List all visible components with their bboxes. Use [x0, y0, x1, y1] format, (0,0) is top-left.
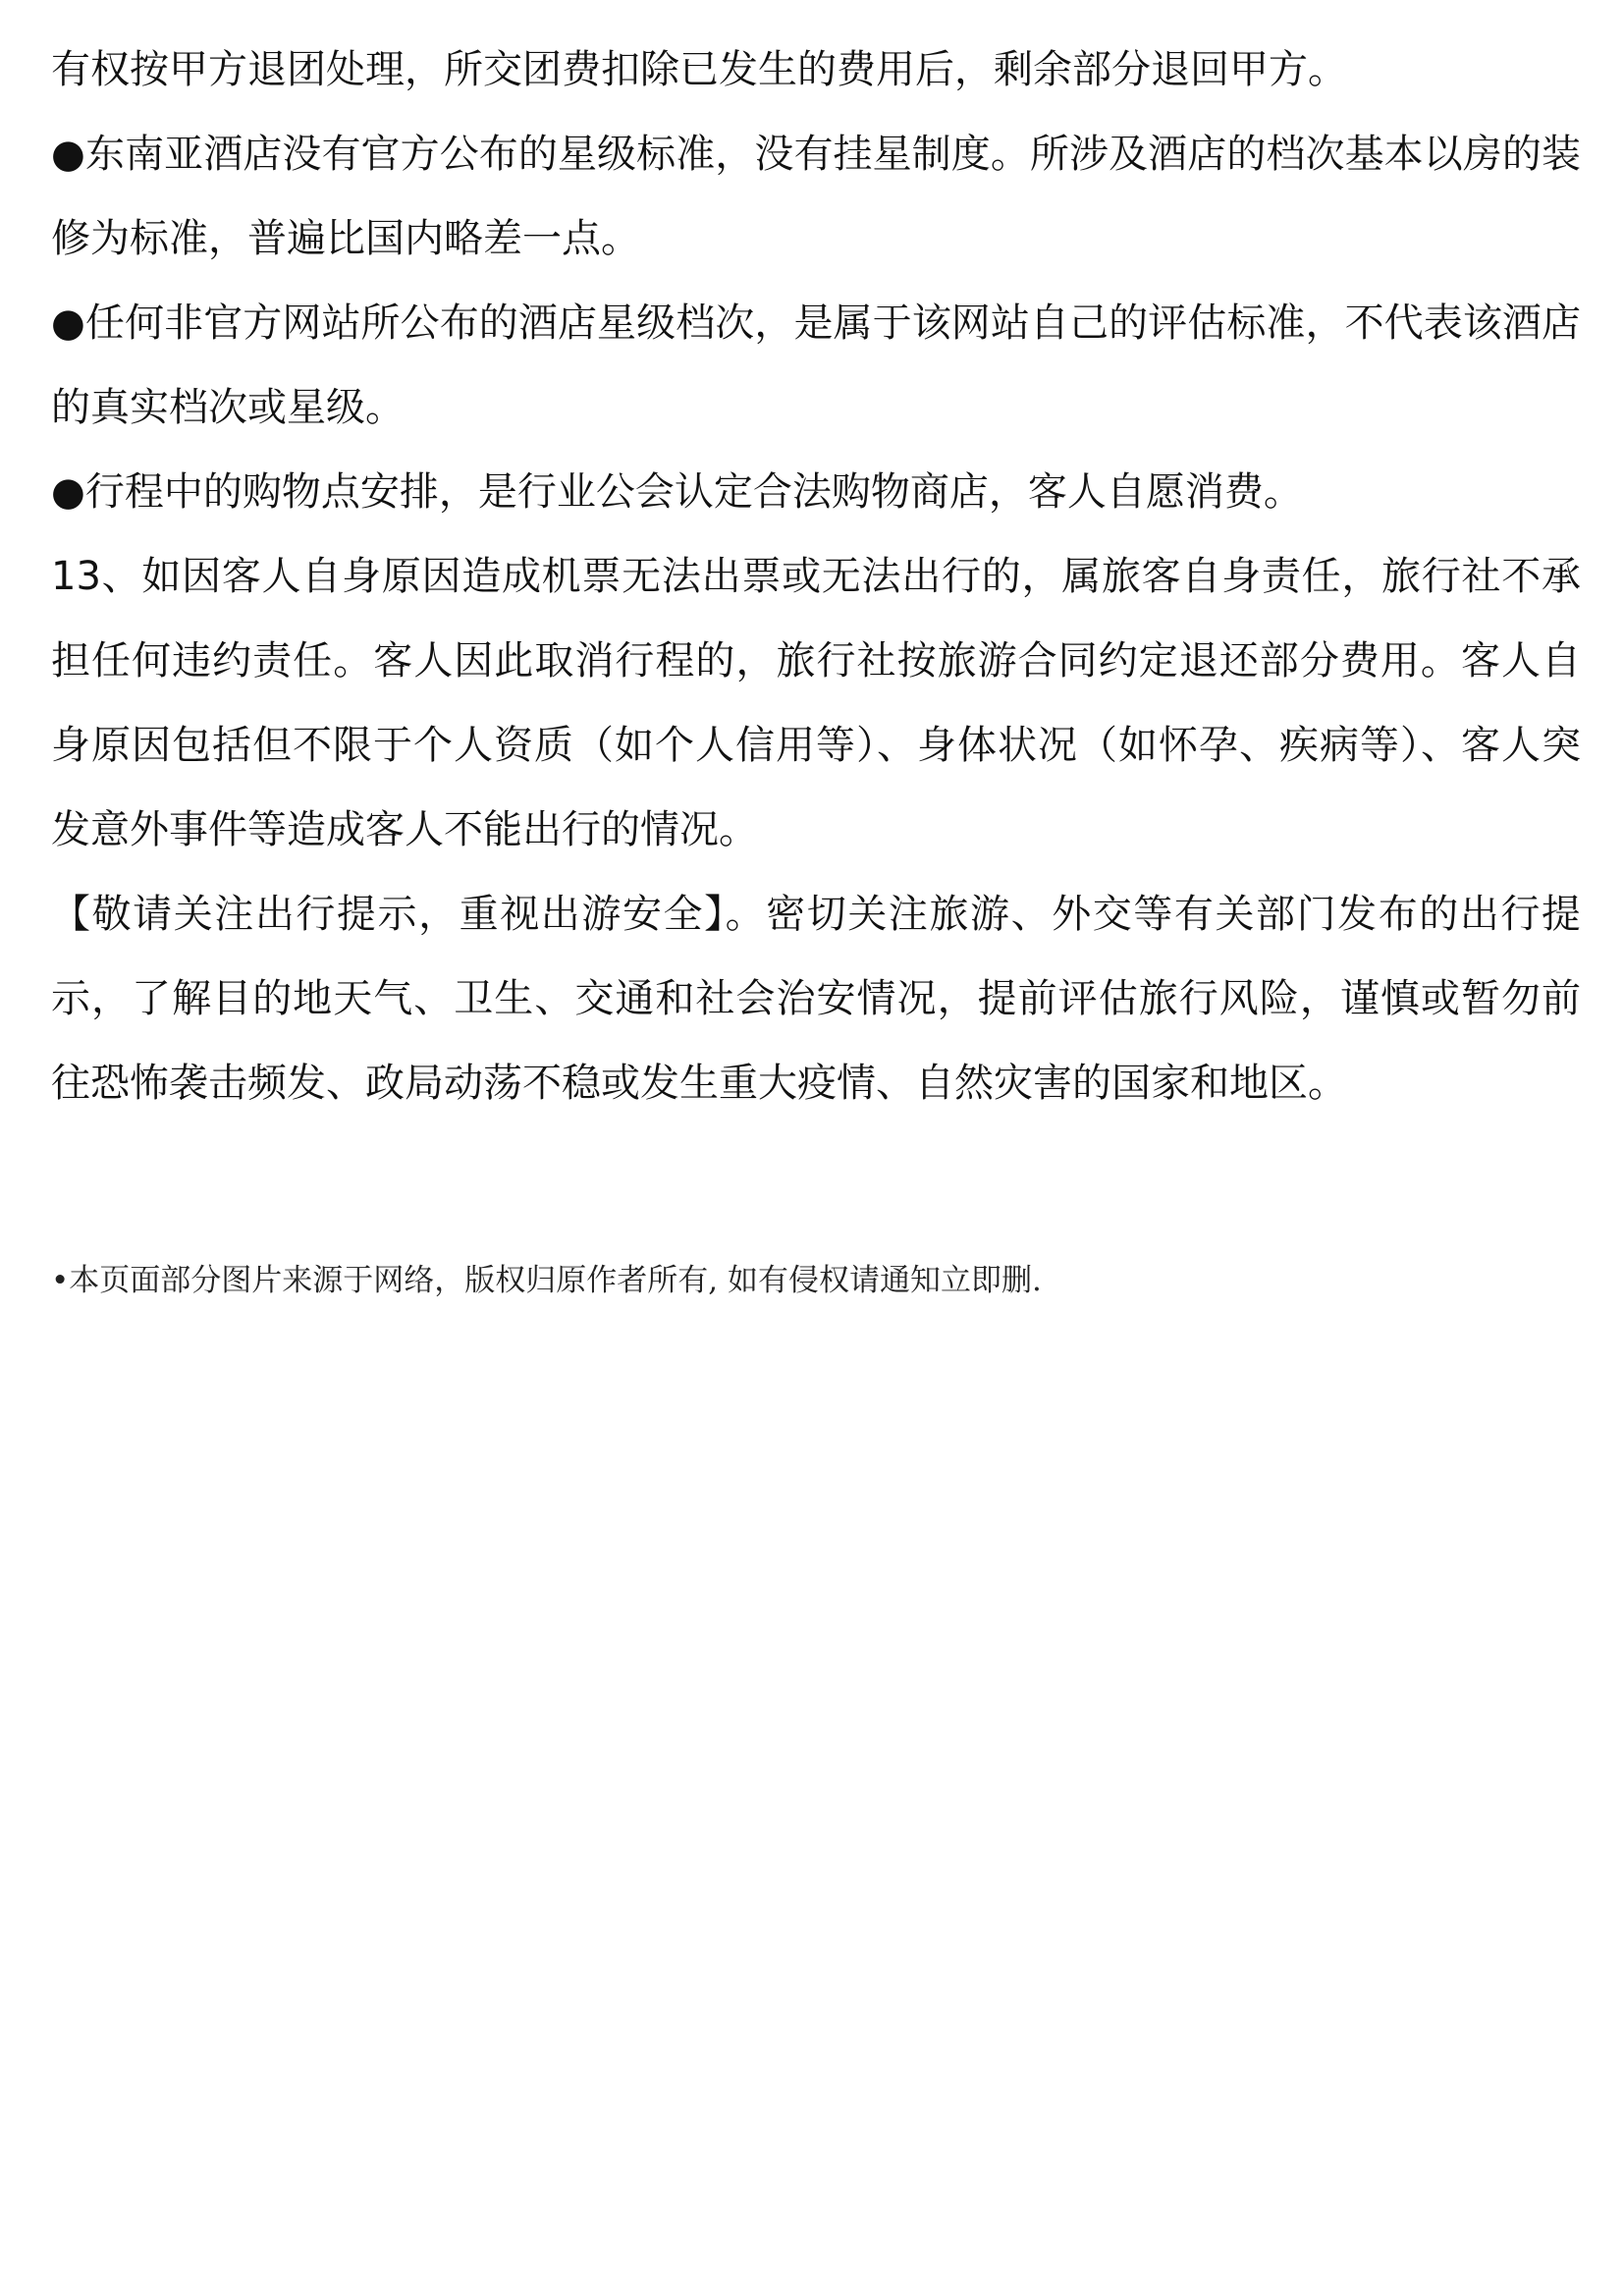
paragraph-hotel-star-standard: ●东南亚酒店没有官方公布的星级标准，没有挂星制度。所涉及酒店的档次基本以房的装修为标准，普遍比国内略差一点。 [51, 132, 1581, 261]
paragraph-shopping-points: ●行程中的购物点安排，是行业公会认定合法购物商店，客人自愿消费。 [51, 469, 1303, 515]
image-copyright-footnote: •本页面部分图片来源于网络，版权归原作者所有, 如有侵权请通知立即删. [51, 1263, 1042, 1298]
paragraph-clause-13: 13、如因客人自身原因造成机票无法出票或无法出行的，属旅客自身责任，旅行社不承担任何违约责任。客人因此取消行程的，旅行社按旅游合同约定退还部分费用。客人自身原因包括但不限于个人资质（如个人信用等）、身体状况（如怀孕、疾病等）、客人突发意外事件等造成客人不能出行的情况。 [51, 554, 1581, 852]
paragraph-safety-notice: 【敬请关注出行提示，重视出游安全】。密切关注旅游、外交等有关部门发布的出行提示，了解目的地天气、卫生、交通和社会治安情况，提前评估旅行风险，谨慎或暂勿前往恐怖袭击频发、政局动荡不稳或发生重大疫情、自然灾害的国家和地区。 [51, 892, 1581, 1106]
paragraph-refund-terms: 有权按甲方退团处理，所交团费扣除已发生的费用后，剩余部分退回甲方。 [51, 47, 1347, 92]
paragraph-unofficial-rating: ●任何非官方网站所公布的酒店星级档次，是属于该网站自己的评估标准，不代表该酒店的真实档次或星级。 [51, 301, 1581, 430]
document-body [51, 27, 1581, 1125]
